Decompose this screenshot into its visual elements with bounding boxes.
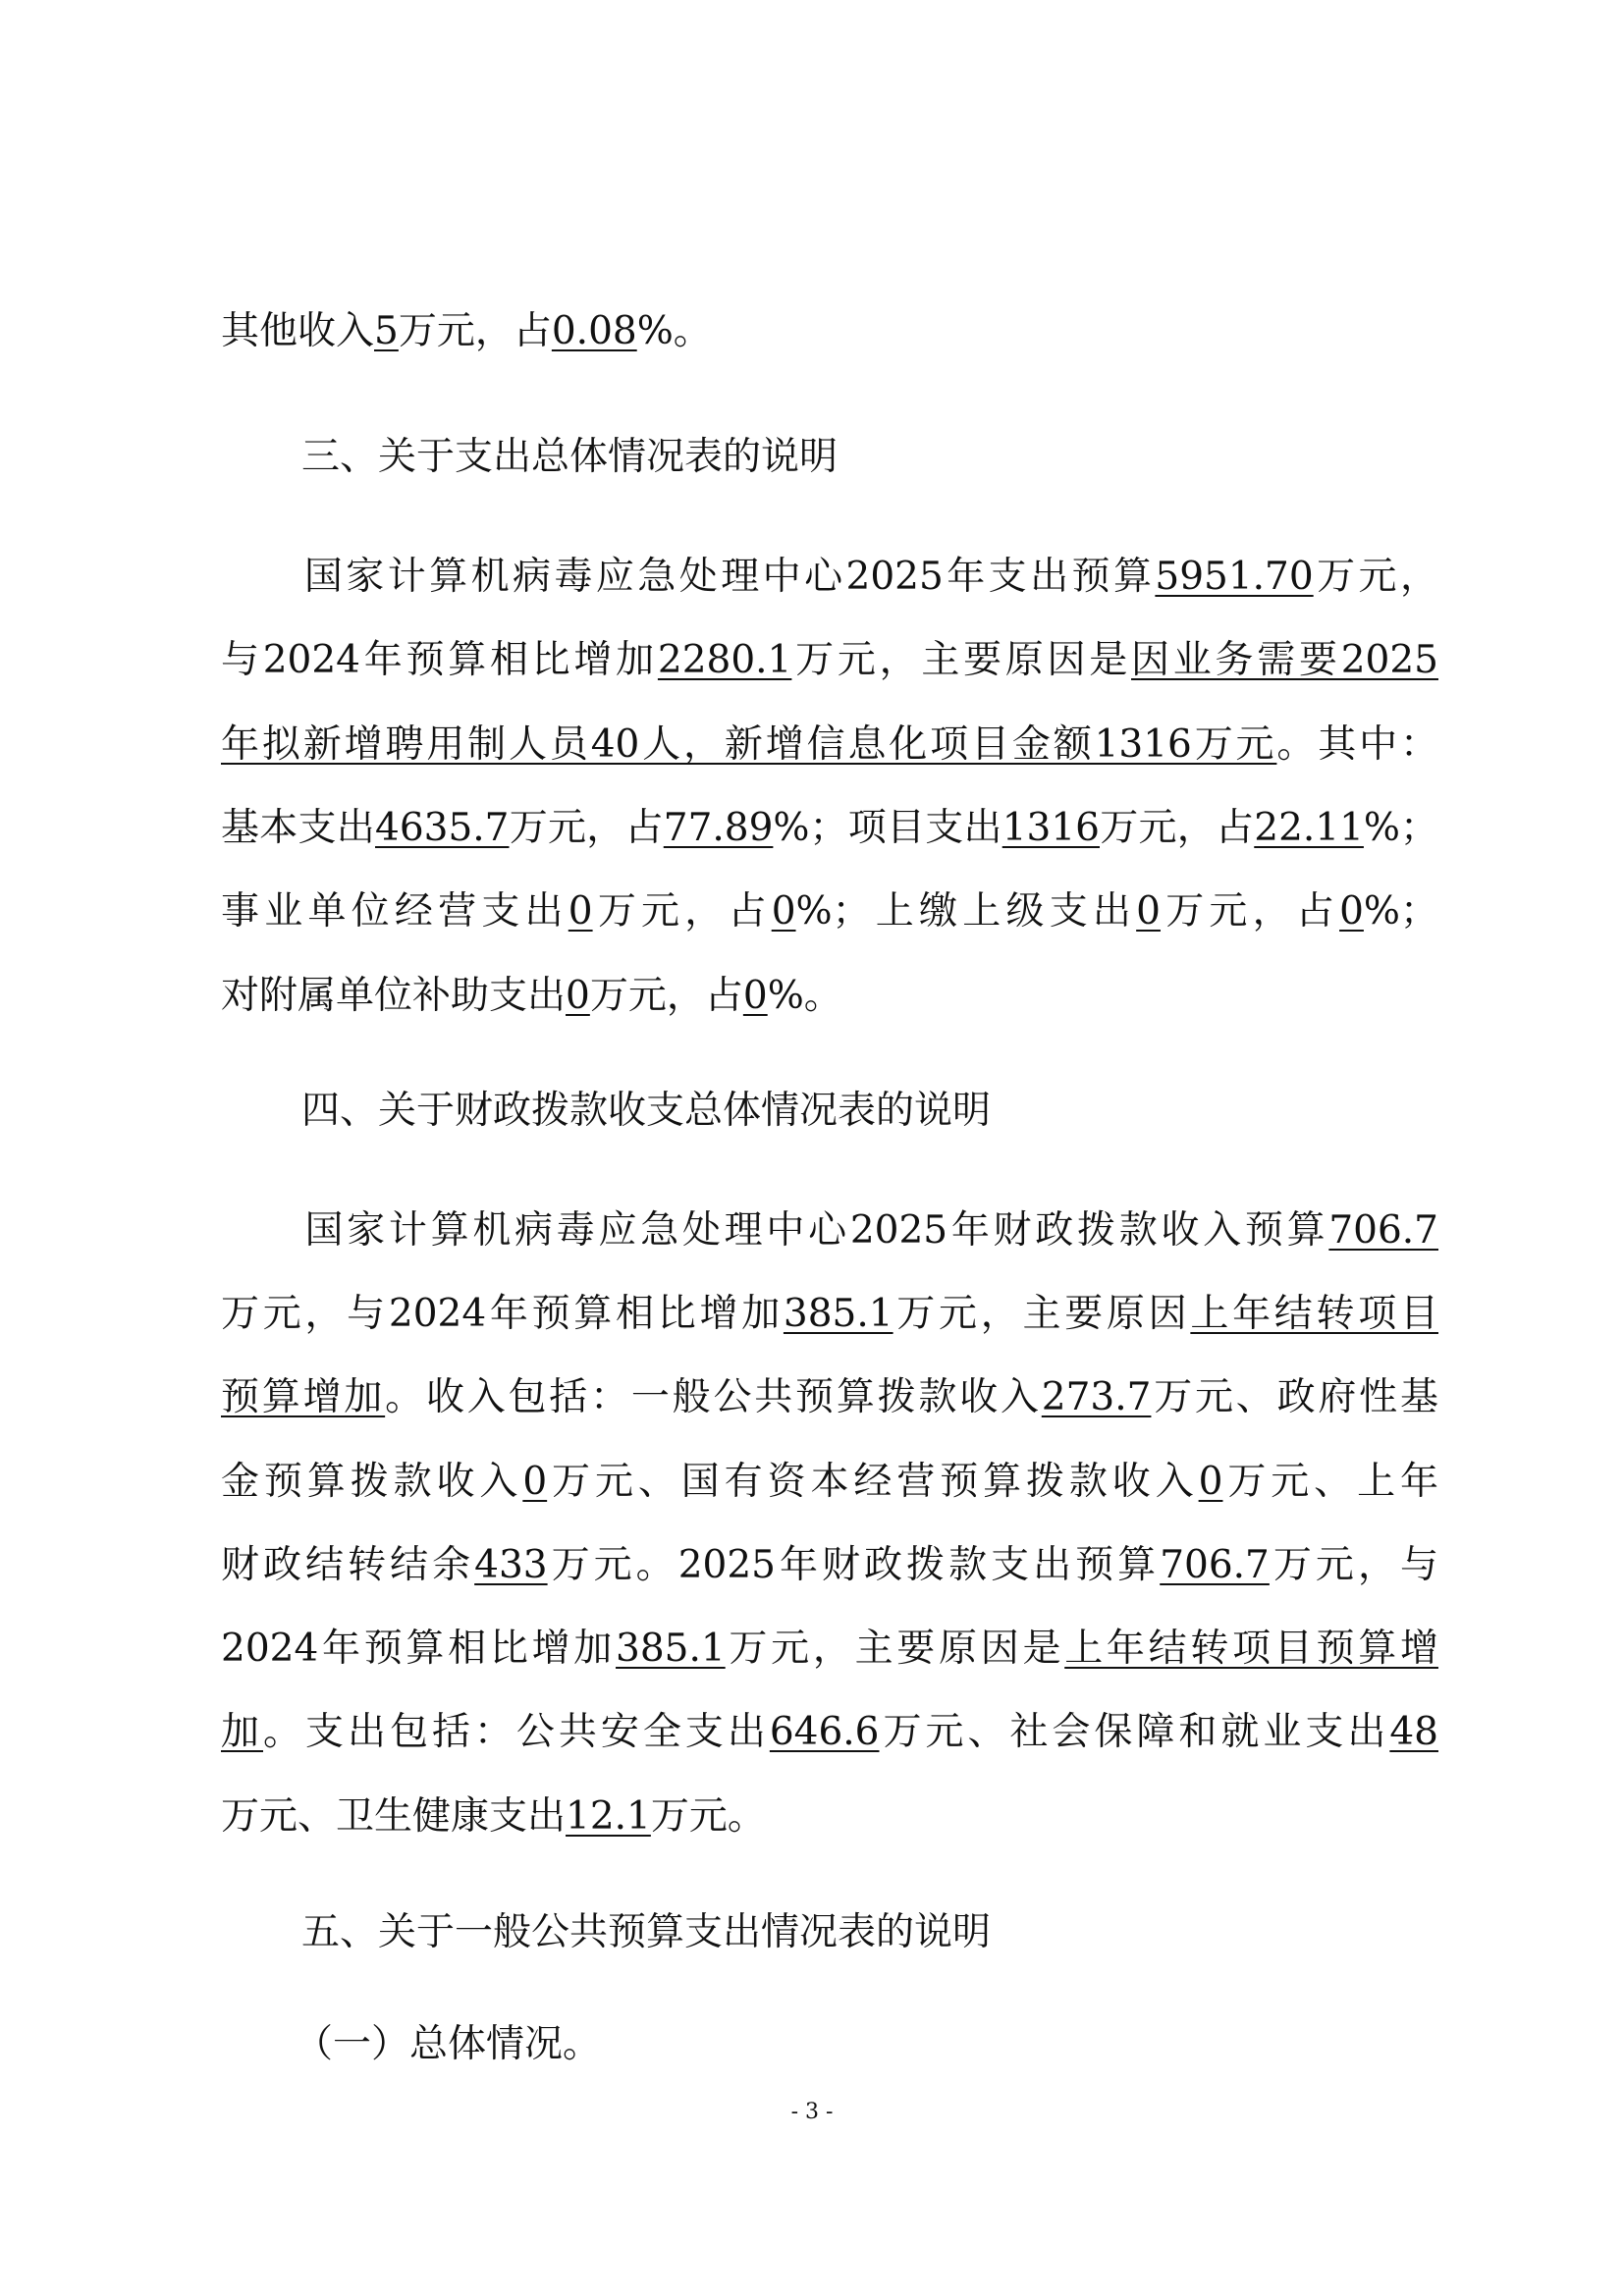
underlined-value: 0 <box>771 889 796 934</box>
underlined-value: 5951.70 <box>1155 555 1314 599</box>
underlined-reason: 上年结转项目预算增 <box>1064 1627 1438 1671</box>
underlined-value: 5 <box>374 309 399 353</box>
underlined-value: 1316 <box>1001 806 1100 850</box>
underlined-value: 4635.7 <box>375 806 510 850</box>
text-line: 预算增加。收入包括：一般公共预算拨款收入273.7万元、政府性基 <box>221 1375 1438 1419</box>
text-line: 事业单位经营支出0万元，占0%；上缴上级支出0万元，占0%； <box>221 889 1438 934</box>
text-line: 万元、卫生健康支出12.1万元。 <box>221 1794 766 1839</box>
underlined-value: 0 <box>1136 889 1161 934</box>
underlined-value: 0 <box>522 1460 548 1504</box>
text-line: 年拟新增聘用制人员40人，新增信息化项目金额1316万元。其中： <box>221 722 1438 767</box>
underlined-value: 77.89 <box>663 806 774 850</box>
text-line: 其他收入5万元，占0.08%。 <box>221 309 712 353</box>
underlined-value: 12.1 <box>566 1794 651 1839</box>
text-line: 加。支出包括：公共安全支出646.6万元、社会保障和就业支出48 <box>221 1710 1438 1754</box>
underlined-value: 706.7 <box>1328 1208 1438 1253</box>
section-heading: 三、关于支出总体情况表的说明 <box>301 435 839 479</box>
page-number: - 3 - <box>790 2100 834 2124</box>
text-line: 国家计算机病毒应急处理中心2025年支出预算5951.70万元， <box>221 555 1438 599</box>
underlined-value: 48 <box>1389 1710 1438 1754</box>
section-heading: 四、关于财政拨款收支总体情况表的说明 <box>301 1089 992 1133</box>
underlined-reason: 预算增加 <box>221 1375 386 1419</box>
underlined-value: 0 <box>568 889 593 934</box>
underlined-value: 0 <box>1198 1460 1223 1504</box>
underlined-value: 2280.1 <box>657 638 792 682</box>
underlined-value: 0 <box>1339 889 1364 934</box>
text-line: 财政结转结余433万元。2025年财政拨款支出预算706.7万元，与 <box>221 1543 1438 1587</box>
text-line: 2024年预算相比增加385.1万元，主要原因是上年结转项目预算增 <box>221 1627 1438 1671</box>
underlined-value: 646.6 <box>769 1710 880 1754</box>
text-line: 国家计算机病毒应急处理中心2025年财政拨款收入预算706.7 <box>221 1208 1438 1253</box>
subsection-heading: （一）总体情况。 <box>295 2022 602 2066</box>
text-line: 基本支出4635.7万元，占77.89%；项目支出1316万元，占22.11%； <box>221 806 1438 850</box>
text-line: 与2024年预算相比增加2280.1万元，主要原因是因业务需要2025 <box>221 638 1438 682</box>
underlined-reason: 因业务需要2025 <box>1131 638 1438 682</box>
underlined-reason: 加 <box>221 1710 263 1754</box>
underlined-reason: 上年结转项目 <box>1190 1292 1438 1336</box>
text-line: 金预算拨款收入0万元、国有资本经营预算拨款收入0万元、上年 <box>221 1460 1438 1504</box>
text-line: 万元，与2024年预算相比增加385.1万元，主要原因上年结转项目 <box>221 1292 1438 1336</box>
underlined-value: 273.7 <box>1041 1375 1152 1419</box>
underlined-value: 22.11 <box>1254 806 1364 850</box>
underlined-value: 706.7 <box>1160 1543 1270 1587</box>
text-line: 对附属单位补助支出0万元，占0%。 <box>221 974 842 1018</box>
underlined-value: 0 <box>742 974 768 1018</box>
underlined-value: 385.1 <box>783 1292 893 1336</box>
underlined-value: 0.08 <box>551 309 637 353</box>
underlined-value: 385.1 <box>616 1627 726 1671</box>
underlined-value: 0 <box>566 974 590 1018</box>
section-heading: 五、关于一般公共预算支出情况表的说明 <box>301 1910 992 1954</box>
underlined-reason: 年拟新增聘用制人员40人，新增信息化项目金额1316万元 <box>221 722 1277 767</box>
underlined-value: 433 <box>474 1543 548 1587</box>
